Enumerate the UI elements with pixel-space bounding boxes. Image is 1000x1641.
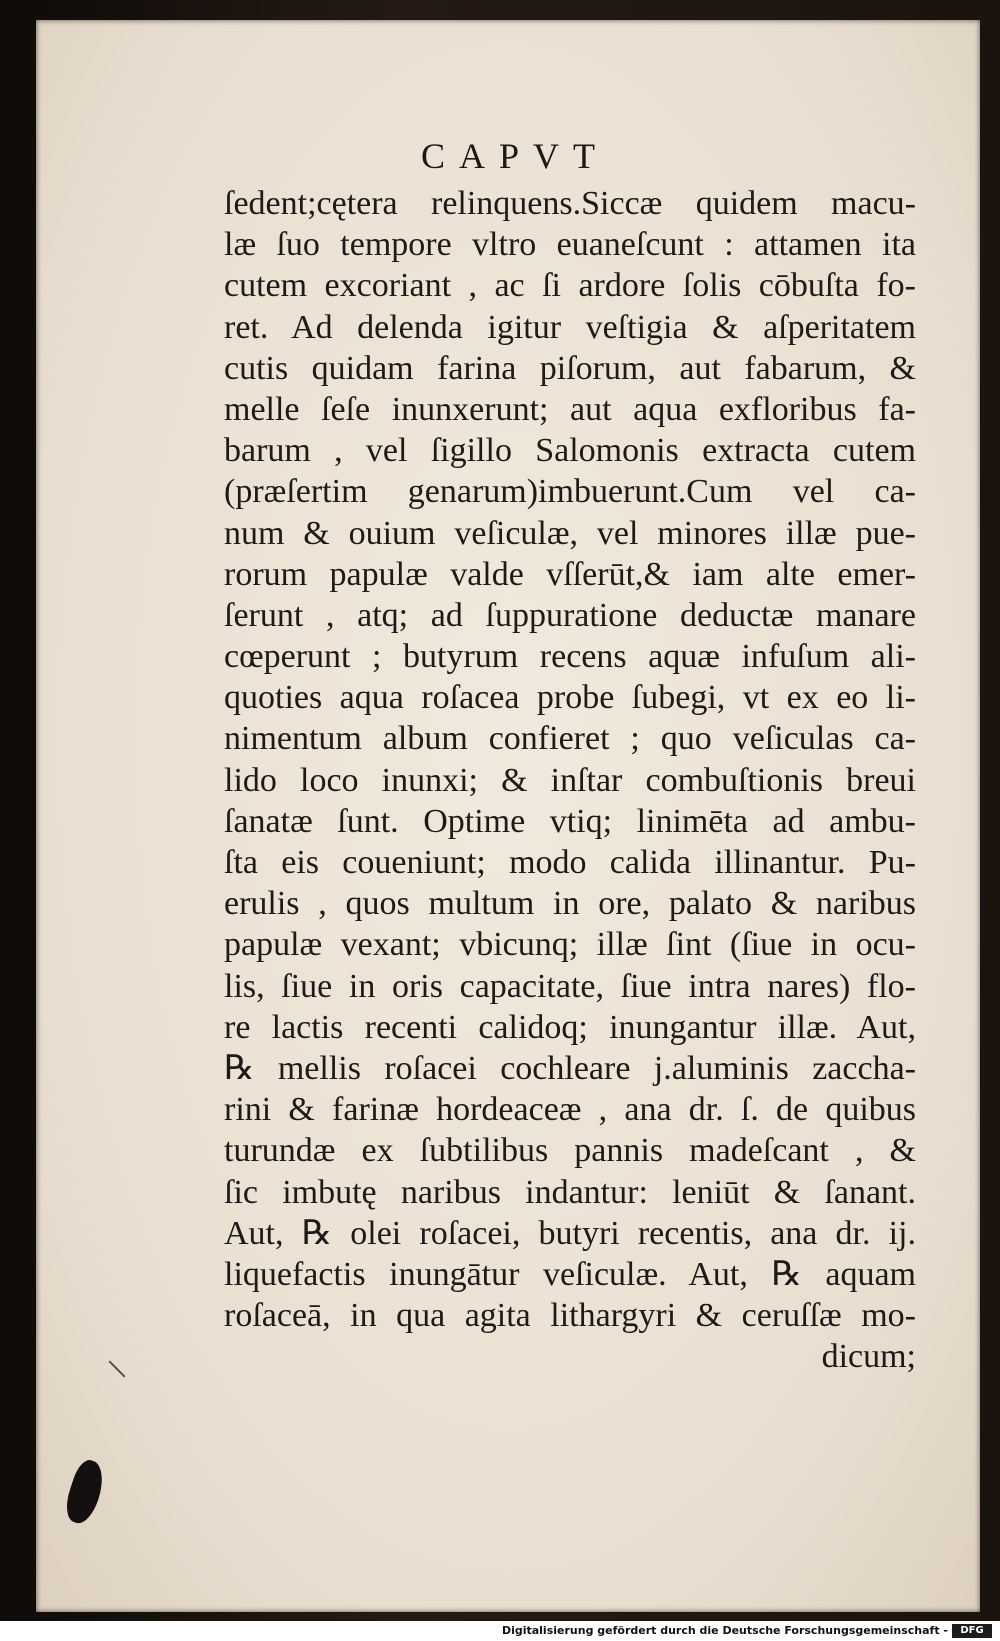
text-line: papulæ vexant; vbicunq; illæ ſint (ſiue in ocu- [224, 926, 916, 964]
text-line: ſanatæ ſunt. Optime vtiq; linimēta ad ambu- [224, 802, 916, 840]
text-line: Aut, ℞ olei roſacei, butyri recentis, ana dr. ij. [224, 1214, 916, 1252]
text-line: cutem excoriant , ac ſi ardore ſolis cōbuſta fo- [224, 267, 916, 305]
text-line: rorum papulæ valde vſſerūt,& iam alte emer- [224, 555, 916, 593]
text-line: ſic imbutę naribus indantur: leniūt & ſanant. [224, 1173, 916, 1211]
text-line: quoties aqua roſacea probe ſubegi, vt ex eo li- [224, 679, 916, 717]
digitization-credit: Digitalisierung gefördert durch die Deutsche Forschungsgemeinschaft - [501, 1624, 948, 1637]
text-line: cœperunt ; butyrum recens aquæ infuſum ali- [224, 638, 916, 676]
book-page [36, 20, 980, 1612]
text-line: ℞ mellis roſacei cochleare j.aluminis zaccha- [224, 1049, 916, 1087]
text-line: cutis quidam farina piſorum, aut fabarum, & [224, 349, 916, 387]
text-line: ſta eis coueniunt; modo calida illinantur. Pu- [224, 844, 916, 881]
catchword: dicum; [821, 1338, 916, 1376]
text-line: lis, ſiue in oris capacitate, ſiue intra nares) flo- [224, 967, 916, 1005]
text-line: ſedent;cętera relinquens.Siccæ quidem macu- [224, 185, 916, 222]
text-line: rini & farinæ hordeaceæ , ana dr. ſ. de quibus [224, 1091, 916, 1129]
text-line: turundæ ex ſubtilibus pannis madeſcant , & [224, 1132, 916, 1170]
text-line: (præſertim genarum)imbuerunt.Cum vel ca- [224, 473, 916, 511]
text-line: nimentum album confieret ; quo veſiculas ca- [224, 720, 916, 758]
text-line: ret. Ad delenda igitur veſtigia & aſperitatem [224, 308, 916, 346]
body-text [224, 183, 916, 1377]
text-line: barum , vel ſigillo Salomonis extracta cutem [224, 432, 916, 470]
text-line: lido loco inunxi; & inſtar combuſtionis breui [224, 761, 916, 799]
text-line: re lactis recenti calidoq; inungantur illæ. Aut, [224, 1008, 916, 1046]
text-line: melle ſeſe inunxerunt; aut aqua exfloribus fa- [224, 390, 916, 428]
text-line: ſerunt , atq; ad ſuppuratione deductæ manare [224, 596, 916, 634]
text-line: num & ouium veſiculæ, vel minores illæ pue- [224, 514, 916, 552]
running-head: CAPVT [420, 136, 610, 176]
text-line: læ ſuo tempore vltro euaneſcunt : attamen ita [224, 226, 916, 264]
dfg-logo-icon: DFG [952, 1624, 992, 1638]
text-line: erulis , quos multum in ore, palato & naribus [224, 885, 916, 923]
text-line: roſaceā, in qua agita lithargyri & ceruſſæ mo- [224, 1297, 916, 1335]
text-line: liquefactis inungātur veſiculæ. Aut, ℞ aquam [224, 1255, 916, 1293]
